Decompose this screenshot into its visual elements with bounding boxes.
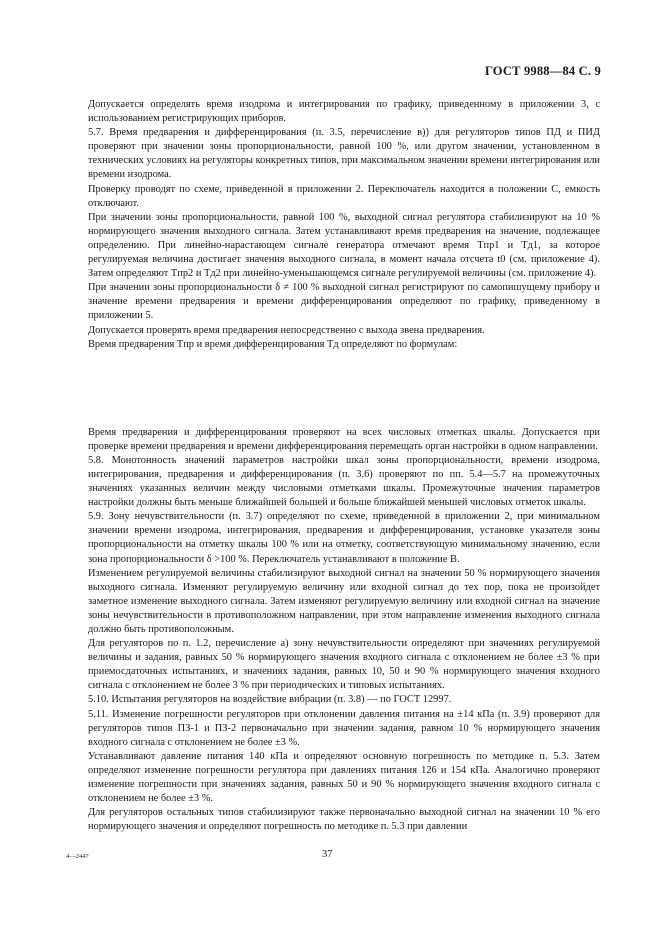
paragraph: 5.11. Изменение погрешности регуляторов при отклонении давления питания на ±14 кПа (п. 3.9) проверяют для регуляторов типов ПЗ-1 и ПЗ-2 первоначально при значении задания, равном 10 % нормирующего значения входного сигнала с отклонением не более ±3 %.	[88, 708, 600, 748]
footer-code: 4—2447	[66, 853, 89, 860]
paragraph: Для регуляторов по п. 1.2, перечисление а) зону нечувствительности определяют при значениях регулируемой величины и задания, равных 50 % нормирующего значения входного сигнала с отклонением не более ±3 % при приемосдаточных испытаниях, и значениях задания, равных 10, 50 и 90 % нормирующего значения входного сигнала с отклонением не более 3 % при периодических и типовых испытаниях.	[88, 638, 600, 692]
paragraph: Допускается определять время изодрома и интегрирования по графику, приведенному в приложении 3, с использованием регистрирующих приборов.	[88, 99, 600, 125]
body-text	[88, 98, 600, 834]
paragraph: Время предварения Tпр и время дифференцирования Tд определяют по формулам:	[88, 338, 458, 350]
formula-area	[88, 352, 600, 426]
paragraph: 5.9. Зону нечувствительности (п. 3.7) определяют по схеме, приведенной в приложении 2, при минимальном значении времени изодрома, интегрирования, предварения и дифференцирования, установке указателя зоны пропорциональности на отметку шкалы 100 % или на отметку, соответствующую минимальному значению, если зона пропорциональности δ >100 %. Переключатель устанавливают в положение В.	[88, 511, 600, 565]
paragraph: Устанавливают давление питания 140 кПа и определяют основную погрешность по методике п. 5.3. Затем определяют изменение погрешности регулятора при давлениях питания 126 и 154 кПа. Аналогично проверяют изменение погрешности при значениях задания, равных 50 и 90 % нормирующего значения входного сигнала с отклонением не более ±3 %.	[88, 750, 600, 805]
paragraph: 5.8. Монотонность значений параметров настройки шкал зоны пропорциональности, времени изодрома, интегрирования, предварения и дифференцирования (п. 3.6) проверяют по пп. 5.4—5.7 на промежуточных значениях указанных величин между числовыми отметками шкалы. Промежуточные значения параметров настройки должны быть меньше ближайшей большей и больше ближайшей меньшей числовых отметок шкалы.	[88, 454, 600, 509]
paragraph: Изменением регулируемой величины стабилизируют выходной сигнал на значении 50 % нормирующего значения выходного сигнала. Изменяют регулируемую величину или входной сигнал до тех пор, пока не произойдет заметное изменение выходного сигнала. Затем изменяют регулируемую величину или входной сигнал на значение зоны нечувствительности в противоположном направлении, при этом направление изменения выходного сигнала должно быть противоположным.	[88, 567, 600, 635]
paragraph: Допускается проверять время предварения непосредственно с выхода звена предварения.	[88, 324, 485, 336]
page-header: ГОСТ 9988—84 С. 9	[484, 64, 601, 78]
paragraph: 5.7. Время предварения и дифференцирования (п. 3.5, перечисление в)) для регуляторов типов ПД и ПИД проверяют при значении зоны пропорциональности, равной 100 %, или другом значении, установленном в технических условиях на регуляторы конкретных типов, при максимальном значении времени интегрирования или времени изодрома.	[88, 127, 600, 181]
paragraph: При значении зоны пропорциональности, равной 100 %, выходной сигнал регулятора стабилизируют на 10 % нормирующего значения выходного сигнала. Затем устанавливают время предварения на значение, подлежащее определению. При линейно-нарастающем сигнале генератора отмечают время Tпр1 и Tд1, за которое регулируемая величина достигает значения выходного сигнала, в момент начала отсчета t0 (см. приложение 4). Затем определяют Tпр2 и Tд2 при линейно-уменьшающемся сигнале регулируемой величины (см. приложение 4).	[88, 211, 600, 280]
paragraph: При значении зоны пропорциональности δ ≠ 100 % выходной сигнал регистрируют по самопишущему прибору и значение времени предварения и времени дифференцирования определяют по графику, приведенному в приложении 5.	[88, 282, 600, 322]
paragraph: 5.10. Испытания регуляторов на воздействие вибрации (п. 3.8) — по ГОСТ 12997.	[88, 694, 452, 706]
paragraph: Для регуляторов остальных типов стабилизируют также первоначально выходной сигнал на значении 10 % его нормирующего значения и определяют погрешность по методике п. 5.3 при давлении	[88, 807, 600, 833]
page-number: 37	[322, 849, 333, 860]
paragraph: Время предварения и дифференцирования проверяют на всех числовых отметках шкалы. Допускается при проверке времени предварения и времени дифференцирования перемещать орган настройки в одном направлении.	[88, 426, 600, 452]
paragraph: Проверку проводят по схеме, приведенной в приложении 2. Переключатель находится в положении С, емкость отключают.	[88, 183, 600, 209]
